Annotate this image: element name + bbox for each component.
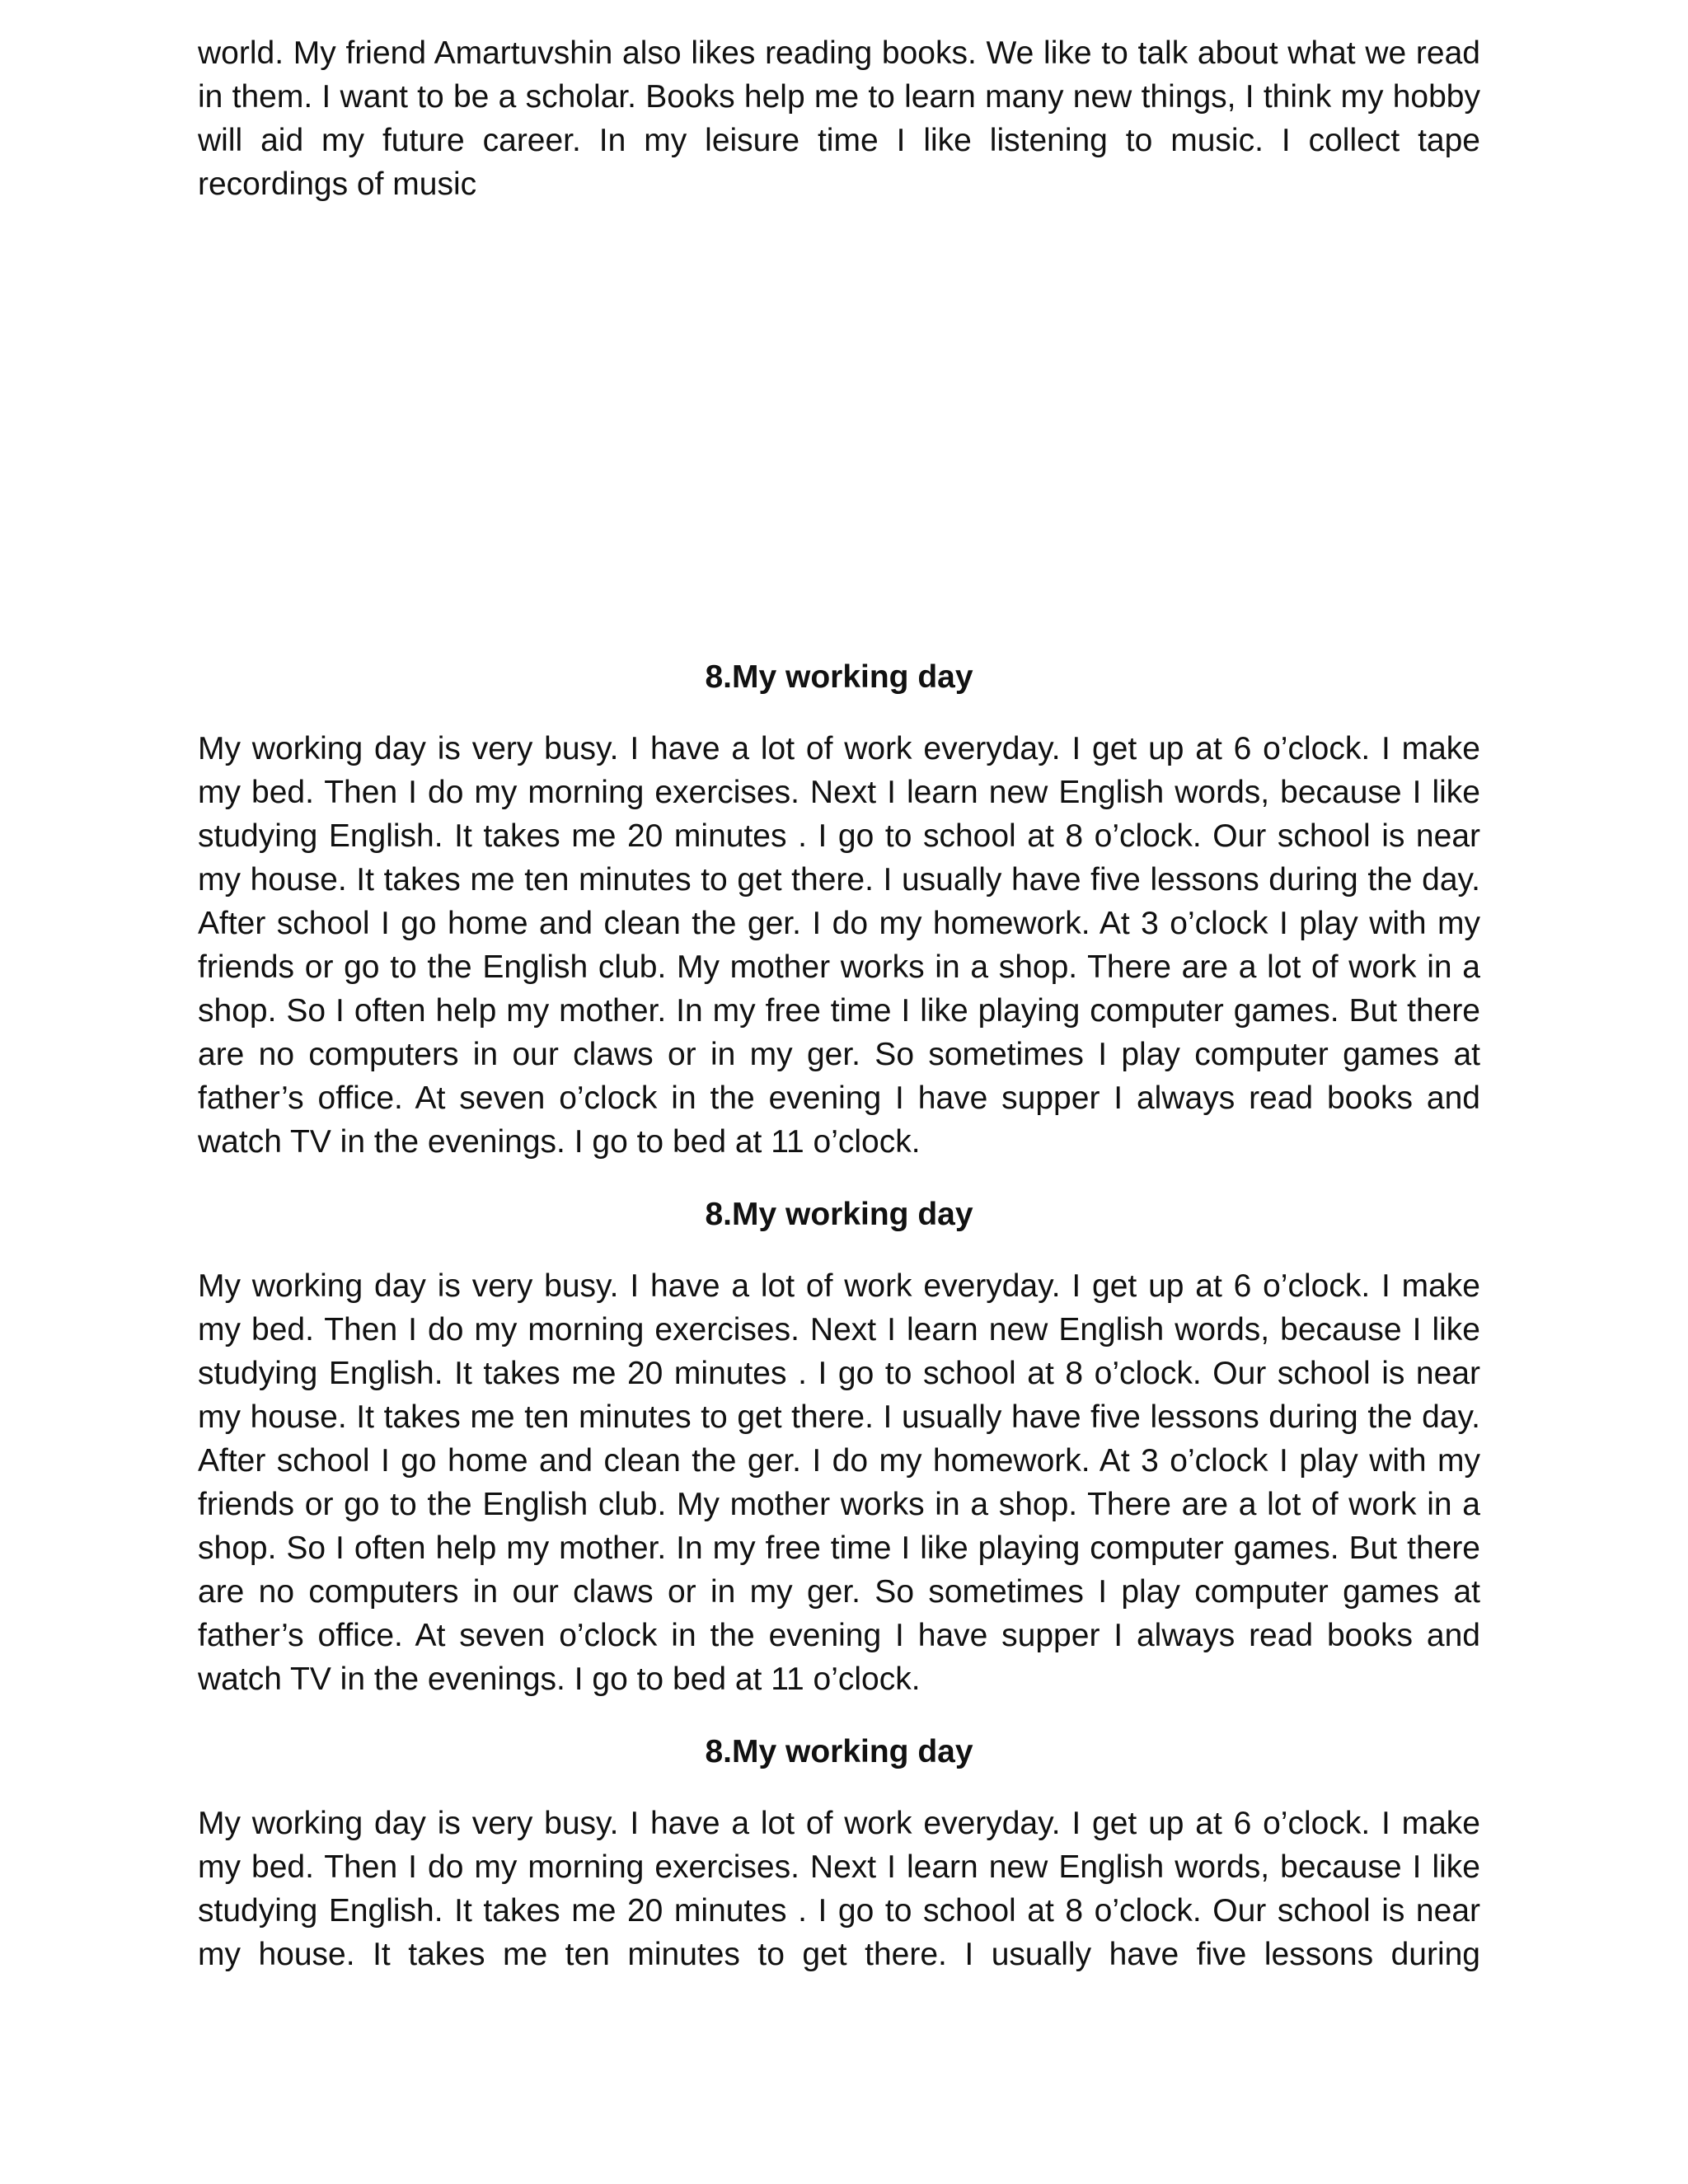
section-heading-2: 8.My working day — [705, 1197, 973, 1232]
section-paragraph-3: My working day is very busy. I have a lot of work everyday. I get up at 6 o’clock. I make my bed. Then I do my morning exercises. Next I learn new English words, because I like studying English. It takes me 20 minutes . I go to school at 8 o’clock. Our school is near my house. It takes me ten minutes to get there. I usually have five lessons during — [198, 1806, 1480, 1972]
section-paragraph-1: My working day is very busy. I have a lot of work everyday. I get up at 6 o’clock. I make my bed. Then I do my morning exercises. Next I learn new English words, because I like studying English. It takes me 20 minutes . I go to school at 8 o’clock. Our school is near my house. It takes me ten minutes to get there. I usually have five lessons during the day. After school I go home and clean the ger. I do my homework. At 3 o’clock I play with my friends or go to the English club. My mother works in a shop. There are a lot of work in a shop. So I often help my mother. In my free time I like playing computer games. But there are no computers in our claws or in my ger. So sometimes I play computer games at father’s office. At seven o’clock in the evening I have supper I always read books and watch TV in the evenings. I go to bed at 11 o’clock. — [198, 731, 1480, 1160]
intro-paragraph: world. My friend Amartuvshin also likes reading books. We like to talk about what we read in them. I want to be a scholar. Books help me to learn many new things, I think my hobby will aid my future career. In my leisure time I like listening to music. I collect tape recordings of music — [198, 35, 1480, 202]
section-heading-3: 8.My working day — [705, 1734, 973, 1769]
blank-space — [198, 206, 1480, 655]
document-page — [198, 31, 1480, 1976]
section-heading-1: 8.My working day — [705, 659, 973, 695]
section-paragraph-2: My working day is very busy. I have a lot of work everyday. I get up at 6 o’clock. I make my bed. Then I do my morning exercises. Next I learn new English words, because I like studying English. It takes me 20 minutes . I go to school at 8 o’clock. Our school is near my house. It takes me ten minutes to get there. I usually have five lessons during the day. After school I go home and clean the ger. I do my homework. At 3 o’clock I play with my friends or go to the English club. My mother works in a shop. There are a lot of work in a shop. So I often help my mother. In my free time I like playing computer games. But there are no computers in our claws or in my ger. So sometimes I play computer games at father’s office. At seven o’clock in the evening I have supper I always read books and watch TV in the evenings. I go to bed at 11 o’clock. — [198, 1268, 1480, 1697]
